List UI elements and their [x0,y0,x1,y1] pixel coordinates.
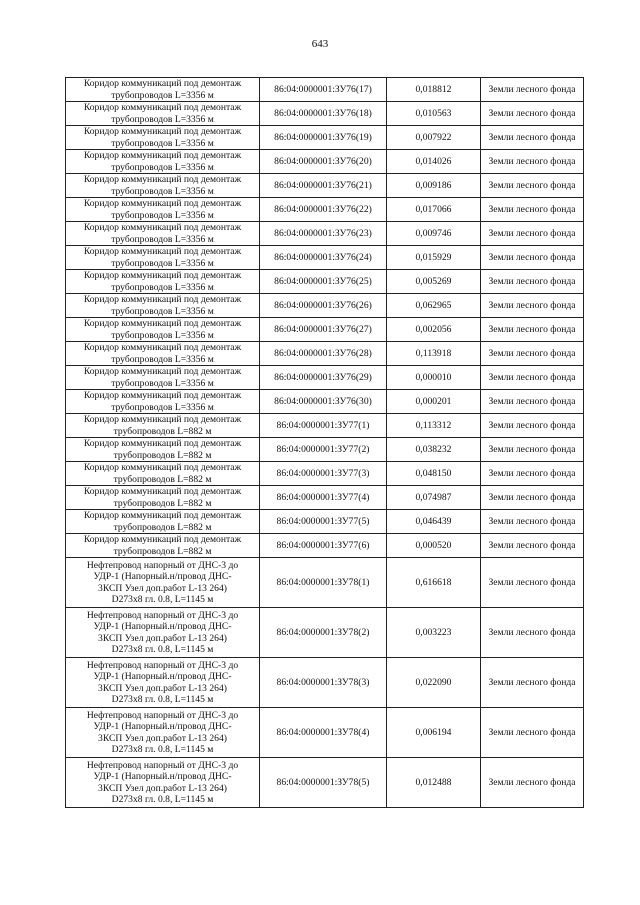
description-line: Нефтепровод напорный от ДНС-3 до [86,559,239,571]
land-category-cell: Земли лесного фонда [481,174,584,198]
land-category-cell: Земли лесного фонда [481,198,584,222]
description-line: трубопроводов L=3356 м [111,353,214,365]
cadastral-number-cell: 86:04:0000001:ЗУ76(18) [260,102,387,126]
area-cell: 0,017066 [387,198,481,222]
cadastral-number-cell: 86:04:0000001:ЗУ76(20) [260,150,387,174]
object-description-cell [66,390,260,414]
object-description-cell [66,758,260,808]
object-description-cell [66,198,260,222]
object-description-cell [66,318,260,342]
area-cell: 0,003223 [387,608,481,658]
description-line: Нефтепровод напорный от ДНС-3 до [86,659,239,671]
description-line: 3КСП Узел доп.работ L-13 264) [98,782,227,794]
cadastral-number-cell: 86:04:0000001:ЗУ78(3) [260,658,387,708]
description-line: трубопроводов L=3356 м [111,233,214,245]
land-category-cell: Земли лесного фонда [481,390,584,414]
description-line: D273x8 гл. 0.8, L=1145 м [111,643,214,655]
table-row [66,198,584,222]
page-number: 643 [311,38,329,50]
object-description-cell [66,510,260,534]
description-line: D273x8 гл. 0.8, L=1145 м [111,593,214,605]
land-category-cell: Земли лесного фонда [481,486,584,510]
land-category-cell: Земли лесного фонда [481,102,584,126]
object-description-cell [66,708,260,758]
description-line: УДР-1 (Напорный.н/провод ДНС- [93,621,232,633]
object-description-cell [66,462,260,486]
description-line: УДР-1 (Напорный.н/провод ДНС- [93,571,232,583]
cadastral-number-cell: 86:04:0000001:ЗУ77(4) [260,486,387,510]
description-line: 3КСП Узел доп.работ L-13 264) [98,682,227,694]
object-description-cell [66,438,260,462]
object-description-cell [66,558,260,608]
description-line: трубопроводов L=3356 м [111,89,214,101]
table-row [66,366,584,390]
cadastral-number-cell: 86:04:0000001:ЗУ76(25) [260,270,387,294]
object-description-cell [66,342,260,366]
cadastral-number-cell: 86:04:0000001:ЗУ76(19) [260,126,387,150]
cadastral-number-cell: 86:04:0000001:ЗУ76(22) [260,198,387,222]
land-category-cell: Земли лесного фонда [481,558,584,608]
table-row [66,174,584,198]
cadastral-number-cell: 86:04:0000001:ЗУ78(4) [260,708,387,758]
area-cell: 0,022090 [387,658,481,708]
object-description-cell [66,126,260,150]
description-line: 3КСП Узел доп.работ L-13 264) [98,632,227,644]
description-line: Коридор коммуникаций под демонтаж [83,342,242,354]
table-row [66,318,584,342]
cadastral-number-cell: 86:04:0000001:ЗУ77(1) [260,414,387,438]
table-row [66,222,584,246]
object-description-cell [66,294,260,318]
cadastral-number-cell: 86:04:0000001:ЗУ76(27) [260,318,387,342]
land-category-cell: Земли лесного фонда [481,366,584,390]
area-cell: 0,006194 [387,708,481,758]
area-cell: 0,000520 [387,534,481,558]
description-line: трубопроводов L=882 м [113,425,212,437]
cadastral-number-cell: 86:04:0000001:ЗУ76(30) [260,390,387,414]
table-row [66,390,584,414]
land-category-cell: Земли лесного фонда [481,126,584,150]
table-row [66,510,584,534]
description-line: трубопроводов L=3356 м [111,185,214,197]
area-cell: 0,616618 [387,558,481,608]
description-line: УДР-1 (Напорный.н/провод ДНС- [93,771,232,783]
area-cell: 0,014026 [387,150,481,174]
description-line: Коридор коммуникаций под демонтаж [83,438,242,450]
description-line: Коридор коммуникаций под демонтаж [83,78,242,90]
land-category-cell: Земли лесного фонда [481,246,584,270]
description-line: Коридор коммуникаций под демонтаж [83,294,242,306]
land-category-cell: Земли лесного фонда [481,222,584,246]
description-line: Нефтепровод напорный от ДНС-3 до [86,609,239,621]
description-line: Коридор коммуникаций под демонтаж [83,462,242,474]
description-line: Коридор коммуникаций под демонтаж [83,174,242,186]
area-cell: 0,062965 [387,294,481,318]
area-cell: 0,012488 [387,758,481,808]
description-line: Коридор коммуникаций под демонтаж [83,510,242,522]
description-line: трубопроводов L=3356 м [111,209,214,221]
cadastral-number-cell: 86:04:0000001:ЗУ77(2) [260,438,387,462]
area-cell: 0,000010 [387,366,481,390]
cadastral-number-cell: 86:04:0000001:ЗУ76(28) [260,342,387,366]
description-line: трубопроводов L=882 м [113,449,212,461]
land-category-cell: Земли лесного фонда [481,342,584,366]
description-line: трубопроводов L=3356 м [111,113,214,125]
description-line: трубопроводов L=882 м [113,545,212,557]
cadastral-number-cell: 86:04:0000001:ЗУ76(29) [260,366,387,390]
description-line: трубопроводов L=882 м [113,473,212,485]
cadastral-number-cell: 86:04:0000001:ЗУ78(1) [260,558,387,608]
object-description-cell [66,608,260,658]
object-description-cell [66,270,260,294]
description-line: Коридор коммуникаций под демонтаж [83,270,242,282]
table-row [66,150,584,174]
table-row [66,708,584,758]
description-line: D273x8 гл. 0.8, L=1145 м [111,693,214,705]
land-category-cell: Земли лесного фонда [481,78,584,102]
object-description-cell [66,222,260,246]
object-description-cell [66,246,260,270]
area-cell: 0,015929 [387,246,481,270]
area-cell: 0,002056 [387,318,481,342]
description-line: трубопроводов L=882 м [113,521,212,533]
land-category-cell: Земли лесного фонда [481,708,584,758]
table-row [66,294,584,318]
description-line: D273x8 гл. 0.8, L=1145 м [111,793,214,805]
table-row [66,102,584,126]
description-line: D273x8 гл. 0.8, L=1145 м [111,743,214,755]
area-cell: 0,046439 [387,510,481,534]
description-line: Коридор коммуникаций под демонтаж [83,198,242,210]
object-description-cell [66,366,260,390]
table-row [66,78,584,102]
object-description-cell [66,174,260,198]
table-row [66,558,584,608]
land-category-cell: Земли лесного фонда [481,534,584,558]
area-cell: 0,018812 [387,78,481,102]
table-row [66,126,584,150]
land-category-cell: Земли лесного фонда [481,510,584,534]
table-row [66,270,584,294]
cadastral-number-cell: 86:04:0000001:ЗУ76(24) [260,246,387,270]
land-category-cell: Земли лесного фонда [481,658,584,708]
cadastral-number-cell: 86:04:0000001:ЗУ77(6) [260,534,387,558]
cadastral-number-cell: 86:04:0000001:ЗУ78(2) [260,608,387,658]
description-line: трубопроводов L=3356 м [111,377,214,389]
description-line: Коридор коммуникаций под демонтаж [83,150,242,162]
table-row [66,246,584,270]
cadastral-number-cell: 86:04:0000001:ЗУ76(26) [260,294,387,318]
description-line: трубопроводов L=3356 м [111,281,214,293]
description-line: Коридор коммуникаций под демонтаж [83,366,242,378]
object-description-cell [66,486,260,510]
area-cell: 0,000201 [387,390,481,414]
land-category-cell: Земли лесного фонда [481,414,584,438]
description-line: трубопроводов L=3356 м [111,401,214,413]
land-category-cell: Земли лесного фонда [481,294,584,318]
area-cell: 0,009186 [387,174,481,198]
description-line: Нефтепровод напорный от ДНС-3 до [86,759,239,771]
description-line: трубопроводов L=3356 м [111,137,214,149]
description-line: трубопроводов L=3356 м [111,305,214,317]
area-cell: 0,010563 [387,102,481,126]
description-line: Коридор коммуникаций под демонтаж [83,390,242,402]
area-cell: 0,048150 [387,462,481,486]
object-description-cell [66,658,260,708]
table-body [66,78,584,808]
object-description-cell [66,534,260,558]
table-row [66,462,584,486]
description-line: 3КСП Узел доп.работ L-13 264) [98,732,227,744]
table-row [66,342,584,366]
cadastral-number-cell: 86:04:0000001:ЗУ77(5) [260,510,387,534]
table-row [66,758,584,808]
cadastral-number-cell: 86:04:0000001:ЗУ78(5) [260,758,387,808]
description-line: Коридор коммуникаций под демонтаж [83,246,242,258]
area-cell: 0,113918 [387,342,481,366]
land-category-cell: Земли лесного фонда [481,318,584,342]
object-description-cell [66,150,260,174]
land-category-cell: Земли лесного фонда [481,758,584,808]
description-line: Коридор коммуникаций под демонтаж [83,102,242,114]
land-category-cell: Земли лесного фонда [481,270,584,294]
table-row [66,414,584,438]
object-description-cell [66,414,260,438]
area-cell: 0,113312 [387,414,481,438]
area-cell: 0,009746 [387,222,481,246]
table-row [66,658,584,708]
land-plots-table [65,77,584,808]
cadastral-number-cell: 86:04:0000001:ЗУ76(23) [260,222,387,246]
description-line: Коридор коммуникаций под демонтаж [83,534,242,546]
area-cell: 0,005269 [387,270,481,294]
table-row [66,486,584,510]
cadastral-number-cell: 86:04:0000001:ЗУ76(17) [260,78,387,102]
object-description-cell [66,102,260,126]
cadastral-number-cell: 86:04:0000001:ЗУ76(21) [260,174,387,198]
area-cell: 0,038232 [387,438,481,462]
table-row [66,534,584,558]
object-description-cell [66,78,260,102]
description-line: Коридор коммуникаций под демонтаж [83,126,242,138]
description-line: Коридор коммуникаций под демонтаж [83,318,242,330]
land-category-cell: Земли лесного фонда [481,438,584,462]
land-category-cell: Земли лесного фонда [481,462,584,486]
description-line: УДР-1 (Напорный.н/провод ДНС- [93,721,232,733]
land-category-cell: Земли лесного фонда [481,608,584,658]
table-row [66,438,584,462]
description-line: Коридор коммуникаций под демонтаж [83,222,242,234]
description-line: трубопроводов L=3356 м [111,257,214,269]
land-category-cell: Земли лесного фонда [481,150,584,174]
cadastral-number-cell: 86:04:0000001:ЗУ77(3) [260,462,387,486]
area-cell: 0,074987 [387,486,481,510]
description-line: 3КСП Узел доп.работ L-13 264) [98,582,227,594]
description-line: Коридор коммуникаций под демонтаж [83,486,242,498]
description-line: трубопроводов L=3356 м [111,329,214,341]
area-cell: 0,007922 [387,126,481,150]
table-row [66,608,584,658]
description-line: Нефтепровод напорный от ДНС-3 до [86,709,239,721]
description-line: трубопроводов L=882 м [113,497,212,509]
description-line: УДР-1 (Напорный.н/провод ДНС- [93,671,232,683]
description-line: Коридор коммуникаций под демонтаж [83,414,242,426]
description-line: трубопроводов L=3356 м [111,161,214,173]
